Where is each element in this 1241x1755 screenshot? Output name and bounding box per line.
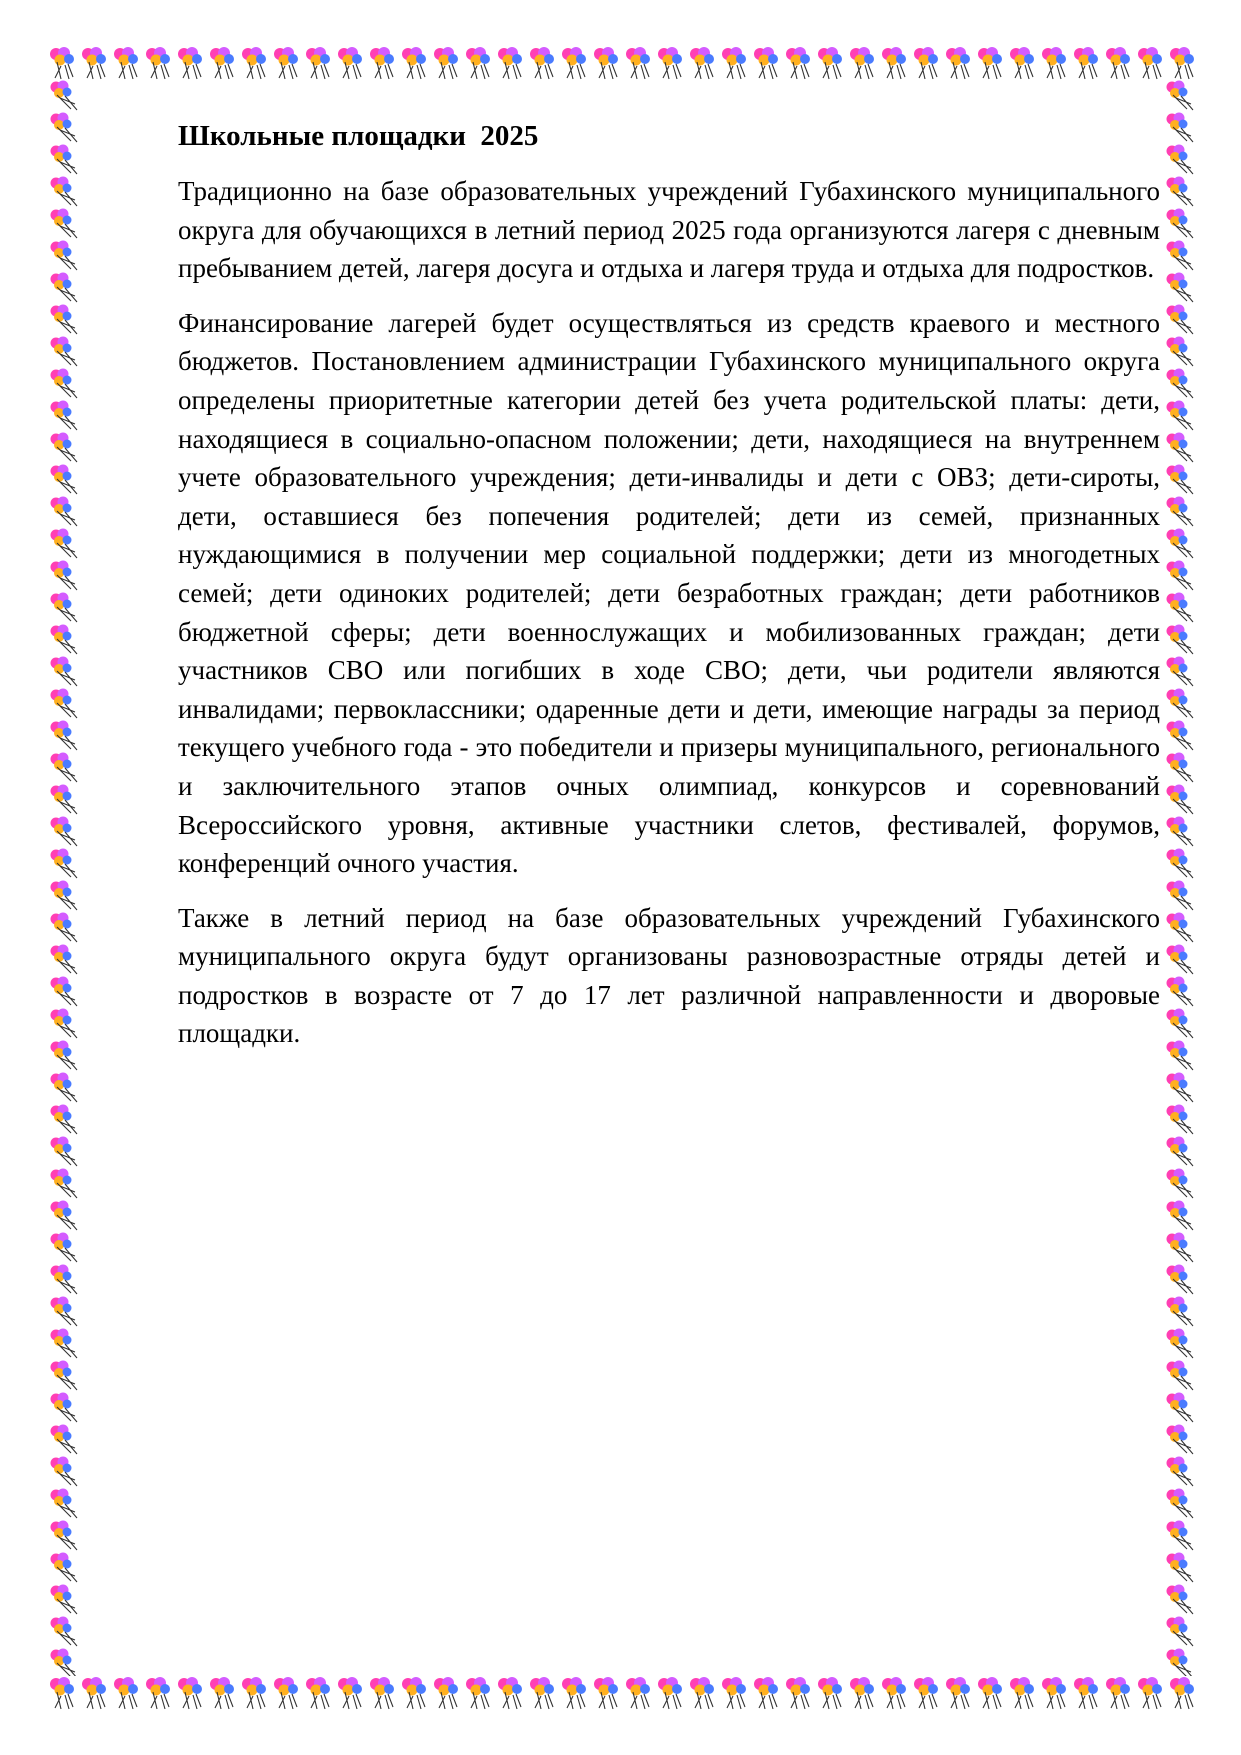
balloon-border-bottom <box>47 1676 1195 1710</box>
document-body <box>178 118 1160 1069</box>
balloon-border-top <box>47 46 1195 80</box>
paragraph-financing: Финансирование лагерей будет осуществляться из средств краевого и местного бюджетов. Постановлением администрации Губахинского муниципального округа определены приоритетные категории детей без учета родительской платы: дети, находящиеся в социально-опасном положении; дети, находящиеся на внутреннем учете образовательного учреждения; дети-инвалиды и дети с ОВЗ; дети-сироты, дети, оставшиеся без попечения родителей; дети из семей, признанных нуждающимися в получении мер социальной поддержки; дети из многодетных семей; дети одиноких родителей; дети безработных граждан; дети работников бюджетной сферы; дети военнослужащих и мобилизованных граждан; дети участников СВО или погибших в ходе СВО; дети, чьи родители являются инвалидами; первоклассники; одаренные дети и дети, имеющие награды за период текущего учебного года - это победители и призеры муниципального, регионального и заключительного этапов очных олимпиад, конкурсов и соревнований Всероссийского уровня, активные участники слетов, фестивалей, форумов, конференций очного участия. <box>178 307 1160 879</box>
balloon-border-right <box>1163 80 1195 1676</box>
paragraph-camps-intro: Традиционно на базе образовательных учреждений Губахинского муниципального округа для обучающихся в летний период 2025 года организуются лагеря с дневным пребыванием детей, лагеря досуга и отдыха и лагеря труда и отдыха для подростков. <box>178 176 1160 284</box>
page-title: Школьные площадки 2025 <box>178 120 539 152</box>
paragraph-summer-groups: Также в летний период на базе образовательных учреждений Губахинского муниципального округа будут организованы разновозрастные отряды детей и подростков в возрасте от 7 до 17 лет различной направленности и дворовые площадки. <box>178 902 1160 1049</box>
balloon-border-left <box>47 80 79 1676</box>
